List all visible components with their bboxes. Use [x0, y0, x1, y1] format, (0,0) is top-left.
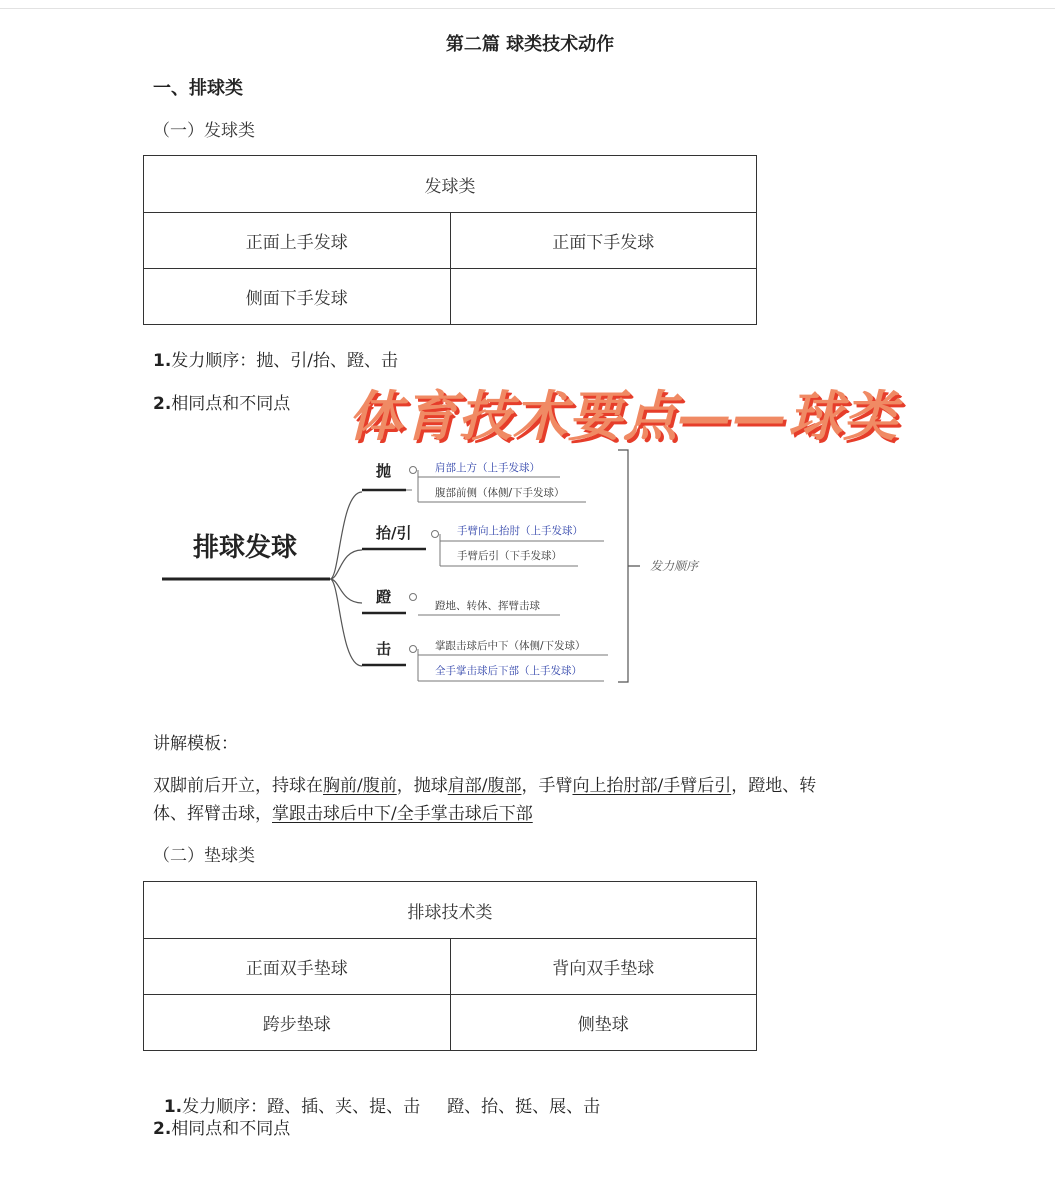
template-text: 体、挥臂击球，	[153, 804, 272, 824]
mindmap-branch	[362, 639, 608, 681]
branch-item: 掌跟击球后中下（体侧/下发球）	[435, 640, 586, 652]
branch-item: 手臂向上抬肘（上手发球）	[457, 525, 583, 537]
template-text: ，抛球	[396, 776, 448, 796]
note-text: 相同点和不同点	[171, 1119, 291, 1139]
pass-table-header: 排球技术类	[144, 882, 757, 939]
table-cell: 侧垫球	[450, 995, 757, 1051]
note-similarities	[153, 389, 290, 414]
branch-label: 蹬	[376, 588, 392, 606]
template-line-1	[153, 771, 816, 796]
template-underlined: 向上抬肘部/手臂后引	[572, 776, 732, 796]
serve-table	[143, 155, 757, 325]
template-text: ，手臂	[521, 776, 573, 796]
table-cell: 背向双手垫球	[450, 939, 757, 995]
pass-table	[143, 881, 757, 1051]
table-cell: 正面下手发球	[450, 213, 757, 269]
branch-node-icon	[432, 531, 439, 538]
serve-table-header: 发球类	[144, 156, 757, 213]
branch-label: 抛	[376, 462, 392, 480]
branch-item: 蹬地、转体、挥臂击球	[435, 600, 540, 612]
subsection-title-pass: （二）垫球类	[153, 846, 255, 866]
template-line-2	[153, 799, 533, 824]
branch-node-icon	[410, 594, 417, 601]
branch-item: 肩部上方（上手发球）	[435, 462, 540, 474]
mindmap-branch	[362, 524, 604, 566]
order-bracket	[618, 450, 640, 682]
note-force-order	[153, 346, 398, 371]
template-underlined: 掌跟击球后中下/全手掌击球后下部	[272, 804, 533, 824]
serve-mindmap	[0, 440, 1055, 700]
branch-item: 全手掌击球后下部（上手发球）	[435, 665, 582, 677]
template-text: ，蹬地、转	[731, 776, 817, 796]
mindmap-branch	[362, 588, 560, 615]
subsection-title-serve: （一）发球类	[153, 121, 255, 141]
template-underlined: 肩部/腹部	[447, 776, 522, 796]
branch-node-icon	[410, 467, 417, 474]
branch-connector	[406, 470, 418, 502]
note-number: 1.	[153, 351, 172, 371]
branch-item: 腹部前侧（体侧/下手发球）	[435, 487, 565, 499]
bracket-label: 发力顺序	[650, 559, 699, 573]
section-title: 一、排球类	[153, 78, 243, 99]
mindmap-root: 排球发球	[193, 533, 298, 563]
table-cell: 跨步垫球	[144, 995, 451, 1051]
overlay-title: 体育技术要点——球类	[348, 385, 898, 448]
note-number: 2.	[153, 394, 172, 414]
branch-label: 抬/引	[376, 524, 412, 542]
table-cell: 正面上手发球	[144, 213, 451, 269]
template-heading: 讲解模板：	[153, 734, 238, 754]
note-text: 发力顺序：抛、引/抬、蹬、击	[171, 351, 399, 371]
template-underlined: 胸前/腹前	[323, 776, 397, 796]
document-title: 第二篇 球类技术动作	[445, 34, 615, 55]
branch-node-icon	[410, 646, 417, 653]
note-force-order	[153, 1072, 600, 1117]
note-text: 相同点和不同点	[171, 394, 291, 414]
root-connectors	[330, 492, 362, 666]
template-text: 双脚前后开立，持球在	[153, 776, 323, 796]
branch-label: 击	[376, 640, 392, 658]
note-text: 发力顺序：蹬、插、夹、提、击 蹬、抬、挺、展、击	[182, 1097, 601, 1117]
mindmap-branch	[362, 461, 586, 502]
note-number: 1.	[163, 1097, 183, 1117]
table-cell: 侧面下手发球	[144, 269, 451, 325]
branch-item: 手臂后引（下手发球）	[457, 550, 562, 562]
note-similarities	[153, 1114, 290, 1139]
page-top-border	[0, 8, 1055, 9]
note-number: 2.	[153, 1119, 172, 1139]
table-cell: 正面双手垫球	[144, 939, 451, 995]
table-cell	[450, 269, 757, 325]
